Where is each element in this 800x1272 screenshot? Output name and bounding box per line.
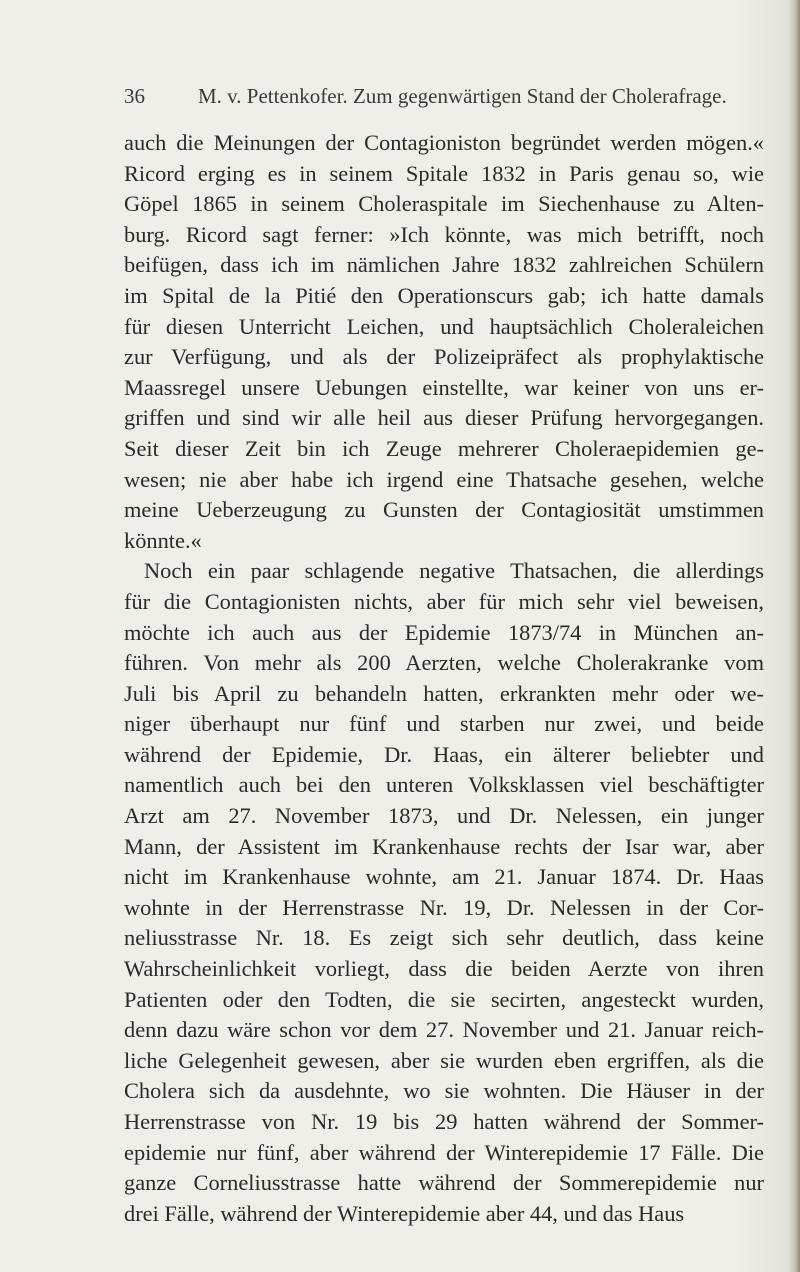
text-line: zur Verfügung, und als der Polizeipräfect als prophylaktische: [124, 344, 764, 370]
text-line: beifügen, dass ich im nämlichen Jahre 1832 zahlreichen Schülern: [124, 252, 764, 278]
text-line: Noch ein paar schlagende negative Thatsachen, die allerdings: [144, 558, 764, 584]
text-line: für die Contagionisten nichts, aber für mich sehr viel beweisen,: [124, 588, 764, 614]
text-line: könnte.«: [124, 527, 202, 553]
text-line: möchte ich auch aus der Epidemie 1873/74 in München an-: [124, 619, 764, 645]
text-line: namentlich auch bei den unteren Volksklassen viel beschäftigter: [124, 772, 764, 798]
text-line: Arzt am 27. November 1873, und Dr. Nelessen, ein junger: [124, 803, 764, 829]
text-line: griffen und sind wir alle heil aus dieser Prüfung hervorgegangen.: [124, 405, 764, 431]
text-line: liche Gelegenheit gewesen, aber sie wurden eben ergriffen, als die: [124, 1047, 764, 1073]
text-line: für diesen Unterricht Leichen, und hauptsächlich Choleraleichen: [124, 313, 764, 339]
text-line: Mann, der Assistent im Krankenhause rechts der Isar war, aber: [124, 833, 764, 859]
text-line: denn dazu wäre schon vor dem 27. November und 21. Januar reich-: [124, 1017, 764, 1043]
text-line: Herrenstrasse von Nr. 19 bis 29 hatten während der Sommer-: [124, 1109, 764, 1134]
page-edge-shadow: [788, 0, 800, 1272]
text-line: meine Ueberzeugung zu Gunsten der Contagiosität umstimmen: [124, 497, 764, 523]
text-line: im Spital de la Pitié den Operationscurs gab; ich hatte damals: [124, 282, 764, 308]
text-line: Seit dieser Zeit bin ich Zeuge mehrerer Choleraepidemien ge-: [124, 435, 764, 461]
text-line: Göpel 1865 in seinem Choleraspitale im Siechenhause zu Alten-: [124, 191, 764, 217]
text-line: auch die Meinungen der Contagioniston begründet werden mögen.«: [124, 130, 764, 155]
text-line: führen. Von mehr als 200 Aerzten, welche Cholerakranke vom: [124, 650, 764, 676]
page-number: 36: [124, 84, 145, 108]
text-line: Wahrscheinlichkeit vorliegt, dass die beiden Aerzte von ihren: [124, 956, 764, 982]
text-line: epidemie nur fünf, aber während der Winterepidemie 17 Fälle. Die: [124, 1139, 764, 1165]
text-line: Maassregel unsere Uebungen einstellte, war keiner von uns er-: [124, 374, 764, 400]
text-line: wohnte in der Herrenstrasse Nr. 19, Dr. Nelessen in der Cor-: [124, 894, 764, 920]
text-line: nicht im Krankenhause wohnte, am 21. Januar 1874. Dr. Haas: [124, 864, 764, 890]
running-title: M. v. Pettenkofer. Zum gegenwärtigen Stand der Cholerafrage.: [198, 84, 727, 108]
body-text: [124, 128, 764, 1229]
text-line: neliusstrasse Nr. 18. Es zeigt sich sehr deutlich, dass keine: [124, 925, 764, 951]
text-line: während der Epidemie, Dr. Haas, ein älterer beliebter und: [124, 741, 764, 767]
text-line: burg. Ricord sagt ferner: »Ich könnte, was mich betrifft, noch: [124, 221, 764, 247]
page-header: [124, 84, 764, 116]
text-line: niger überhaupt nur fünf und starben nur zwei, und beide: [124, 711, 764, 737]
text-line: drei Fälle, während der Winterepidemie aber 44, und das Haus: [124, 1200, 685, 1226]
text-line: Juli bis April zu behandeln hatten, erkrankten mehr oder we-: [124, 680, 764, 706]
text-line: Cholera sich da ausdehnte, wo sie wohnten. Die Häuser in der: [124, 1078, 764, 1104]
text-line: ganze Corneliusstrasse hatte während der Sommerepidemie nur: [124, 1170, 764, 1196]
text-line: Ricord erging es in seinem Spitale 1832 in Paris genau so, wie: [124, 160, 764, 186]
text-line: wesen; nie aber habe ich irgend eine Thatsache gesehen, welche: [124, 466, 764, 492]
text-line: Patienten oder den Todten, die sie secirten, angesteckt wurden,: [124, 986, 764, 1012]
